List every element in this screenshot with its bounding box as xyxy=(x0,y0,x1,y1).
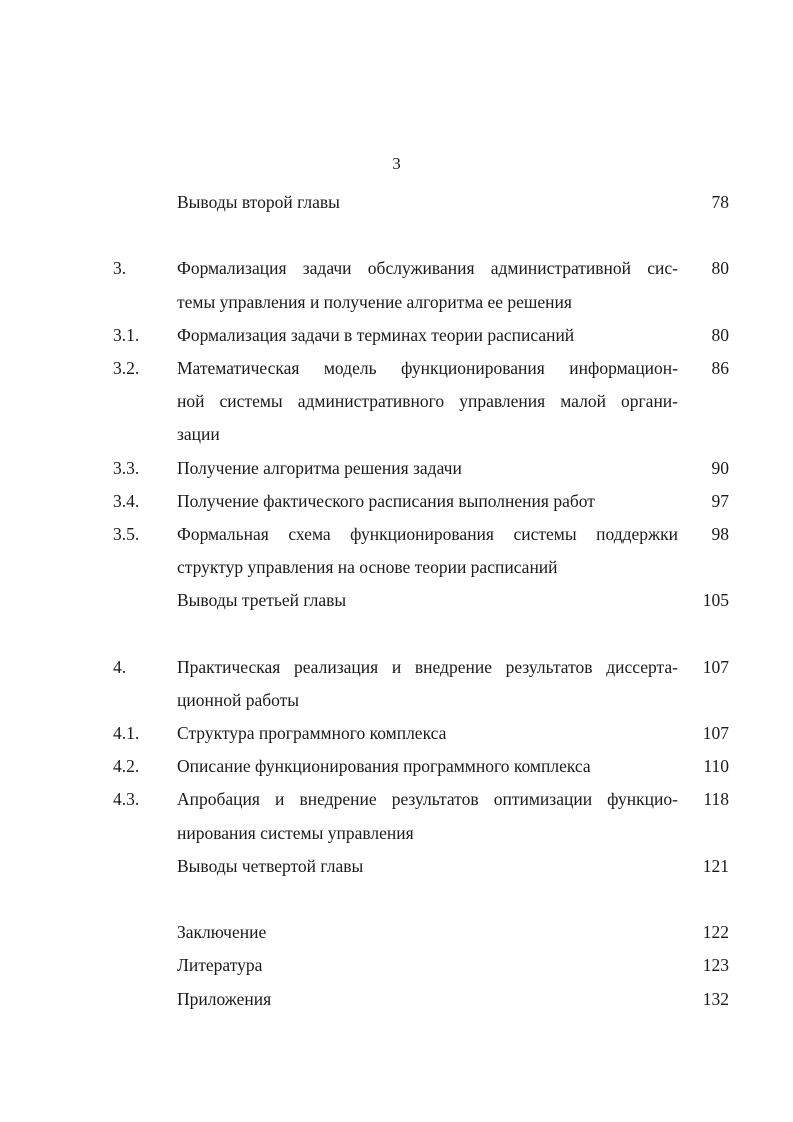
toc-entry-page: 118 xyxy=(703,789,729,810)
toc-entry xyxy=(0,186,793,219)
toc-entry-number: 4.1. xyxy=(113,723,140,743)
toc-entry-title: Выводы четвертой главы xyxy=(177,855,364,876)
toc-entry-title: Получение фактического расписания выполнения работ xyxy=(177,490,595,511)
toc-entry xyxy=(0,651,793,684)
toc-entry-title: Заключение xyxy=(177,922,267,943)
toc-entry-title: Структура программного комплекса xyxy=(177,723,447,743)
toc-entry-page: 132 xyxy=(702,988,729,1009)
toc-entry-page: 107 xyxy=(702,656,729,677)
toc-entry-title: Формальная схема функционирования системы поддержки xyxy=(177,523,678,544)
toc-entry xyxy=(0,584,793,617)
toc-entry-continuation xyxy=(0,418,793,451)
toc-entry-title: Апробация и внедрение результатов оптимизации функцио- xyxy=(177,789,678,810)
toc-entry xyxy=(0,319,793,352)
toc-entry-title-line: структур управления на основе теории расписаний xyxy=(177,557,558,578)
toc-entry xyxy=(0,750,793,783)
toc-entry xyxy=(0,783,793,816)
toc-entry-title: Выводы второй главы xyxy=(177,192,340,212)
toc-entry-title-line: ционной работы xyxy=(177,689,300,710)
toc-entry-page: 122 xyxy=(702,922,729,943)
toc-entry-title: Формализация задачи обслуживания административной сис- xyxy=(177,258,678,279)
toc-entry-page: 90 xyxy=(711,457,729,478)
toc-entry xyxy=(0,485,793,518)
toc-entry-page: 123 xyxy=(702,955,729,976)
page-number: 3 xyxy=(392,154,401,173)
toc-entry xyxy=(0,252,793,285)
toc-entry-number: 3.3. xyxy=(113,457,140,478)
toc-entry xyxy=(0,949,793,982)
toc-entry-number: 3.4. xyxy=(113,490,140,511)
toc-entry-continuation xyxy=(0,684,793,717)
toc-entry-page: 110 xyxy=(703,756,729,777)
toc-entry-title-line: темы управления и получение алгоритма ее решения xyxy=(177,291,572,312)
toc-entry xyxy=(0,983,793,1016)
toc-entry-page: 107 xyxy=(702,723,729,743)
toc-entry-title: Получение алгоритма решения задачи xyxy=(177,457,462,478)
toc-entry-page: 80 xyxy=(711,258,729,279)
toc-entry-title: Практическая реализация и внедрение результатов диссерта- xyxy=(177,656,678,677)
toc-entry-number: 4.2. xyxy=(113,756,140,777)
toc-entry-title: Выводы третьей главы xyxy=(177,590,347,611)
toc-entry-number: 4. xyxy=(113,656,127,677)
toc-entry-page: 80 xyxy=(711,324,729,345)
toc-entry xyxy=(0,850,793,883)
toc-entry-page: 86 xyxy=(711,357,729,378)
toc-entry-title: Литература xyxy=(177,955,263,976)
toc-entry xyxy=(0,452,793,485)
toc-entry-title: Математическая модель функционирования информацион- xyxy=(177,357,678,378)
toc-entry xyxy=(0,518,793,551)
toc-entry-continuation xyxy=(0,385,793,418)
toc-entry-number: 3.1. xyxy=(113,324,140,345)
toc-entry-continuation xyxy=(0,286,793,319)
toc-entry-title: Описание функционирования программного комплекса xyxy=(177,756,591,777)
toc-entry-title-line: ной системы административного управления малой органи- xyxy=(177,391,678,412)
toc-entry-title: Формализация задачи в терминах теории расписаний xyxy=(177,324,575,345)
toc-entry-page: 98 xyxy=(711,523,729,544)
toc-entry xyxy=(0,916,793,949)
toc-entry xyxy=(0,352,793,385)
toc-entry-page: 78 xyxy=(711,192,729,212)
toc-entry-title-line: зации xyxy=(177,424,220,445)
toc-entry-number: 3.2. xyxy=(113,357,140,378)
toc-entry-title-line: нирования системы управления xyxy=(177,822,414,843)
toc-entry-number: 3. xyxy=(113,258,127,279)
toc-entry-page: 121 xyxy=(702,855,729,876)
toc-entry-title: Приложения xyxy=(177,988,272,1009)
toc-entry-number: 3.5. xyxy=(113,523,140,544)
toc-entry-page: 105 xyxy=(702,590,729,611)
toc-entry-page: 97 xyxy=(711,490,729,511)
toc-entry xyxy=(0,717,793,750)
toc-entry-continuation xyxy=(0,551,793,584)
table-of-contents xyxy=(0,186,793,1016)
toc-entry-number: 4.3. xyxy=(113,789,140,810)
toc-entry-continuation xyxy=(0,817,793,850)
